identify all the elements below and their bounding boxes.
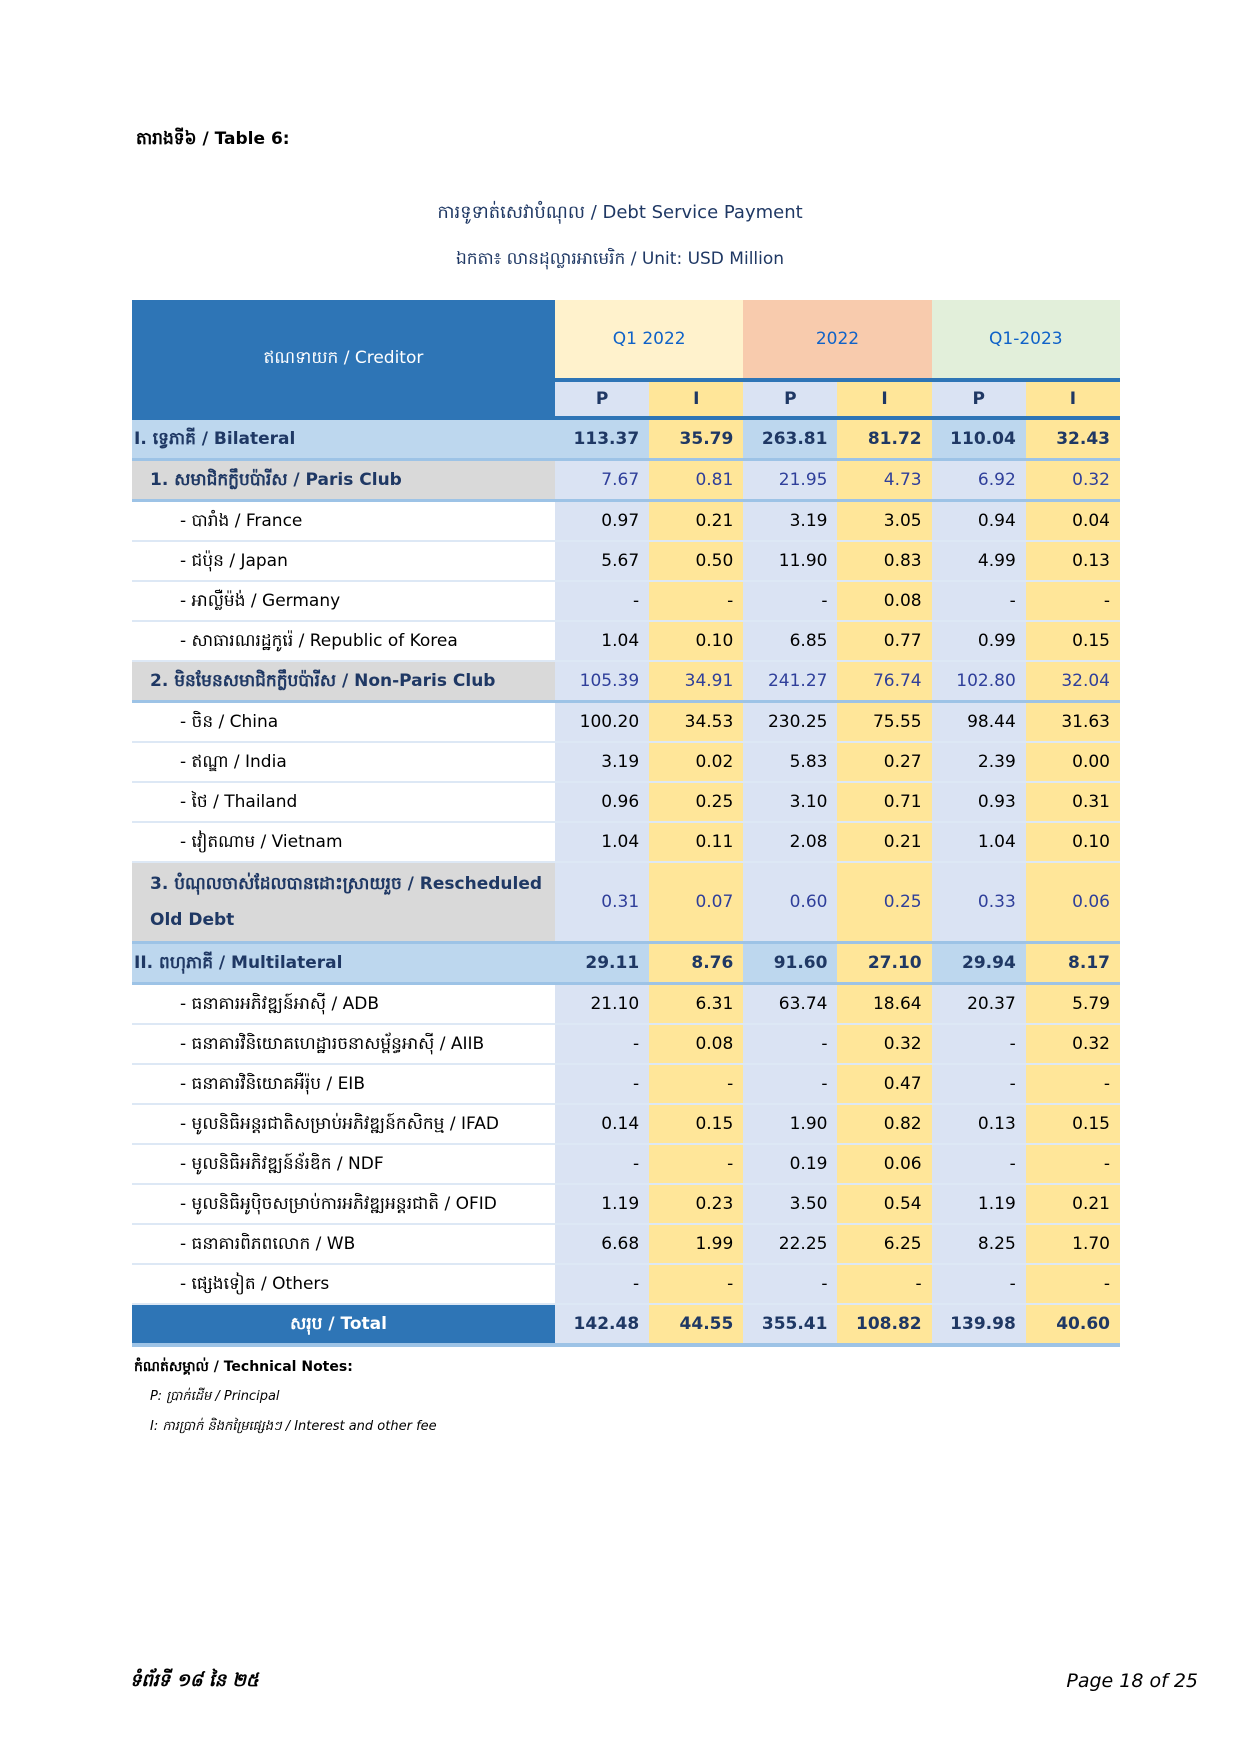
principal-cell: 0.31	[555, 862, 649, 943]
principal-cell: -	[932, 1264, 1026, 1304]
table-row	[132, 1224, 1120, 1264]
interest-cell: 34.91	[649, 661, 743, 702]
interest-cell: -	[1026, 1144, 1120, 1184]
creditor-cell: - អាល្លឺម៉ង់ / Germany	[132, 581, 555, 621]
interest-cell: 0.32	[1026, 460, 1120, 501]
table-row	[132, 418, 1120, 460]
table-row	[132, 782, 1120, 822]
creditor-cell: II. ពហុភាគី / Multilateral	[132, 943, 555, 984]
interest-cell: 81.72	[837, 418, 931, 460]
principal-cell: 102.80	[932, 661, 1026, 702]
period-header-q1-2023: Q1-2023	[932, 300, 1120, 380]
sub-header-i: I	[837, 380, 931, 418]
creditor-cell: - ចិន / China	[132, 702, 555, 743]
principal-cell: -	[555, 1024, 649, 1064]
interest-cell: 0.10	[649, 621, 743, 661]
interest-cell: 0.02	[649, 742, 743, 782]
principal-cell: 355.41	[743, 1304, 837, 1345]
creditor-cell: - ធនាគារវិនិយោគហេដ្ឋារចនាសម្ព័ន្ធអាស៊ី / AIIB	[132, 1024, 555, 1064]
interest-cell: 6.25	[837, 1224, 931, 1264]
principal-cell: 142.48	[555, 1304, 649, 1345]
principal-cell: 0.33	[932, 862, 1026, 943]
interest-cell: 0.21	[837, 822, 931, 862]
interest-cell: 1.70	[1026, 1224, 1120, 1264]
interest-cell: 0.23	[649, 1184, 743, 1224]
sub-header-p: P	[932, 380, 1026, 418]
principal-cell: 230.25	[743, 702, 837, 743]
footer-page-km: ទំព័រទី ១៨ នៃ ២៥	[130, 1670, 259, 1691]
creditor-cell: 3. បំណុលចាស់ដែលបានដោះស្រាយរួច / Rescheduled Old Debt	[132, 862, 555, 943]
principal-cell: 0.96	[555, 782, 649, 822]
table-section	[132, 300, 1120, 1437]
creditor-cell: - ធនាគារពិភពលោក / WB	[132, 1224, 555, 1264]
interest-cell: 35.79	[649, 418, 743, 460]
creditor-cell: - ជប៉ុន / Japan	[132, 541, 555, 581]
principal-cell: 29.11	[555, 943, 649, 984]
interest-cell: 1.99	[649, 1224, 743, 1264]
principal-cell: 6.68	[555, 1224, 649, 1264]
interest-cell: -	[649, 1064, 743, 1104]
sub-header-i: I	[649, 380, 743, 418]
interest-cell: 44.55	[649, 1304, 743, 1345]
interest-cell: 40.60	[1026, 1304, 1120, 1345]
creditor-header: ឥណទាយក / Creditor	[132, 300, 555, 418]
interest-cell: 32.43	[1026, 418, 1120, 460]
table-row	[132, 1264, 1120, 1304]
interest-cell: 0.31	[1026, 782, 1120, 822]
period-header-2022: 2022	[743, 300, 931, 380]
interest-cell: 31.63	[1026, 702, 1120, 743]
principal-cell: 241.27	[743, 661, 837, 702]
principal-cell: 1.04	[555, 822, 649, 862]
interest-cell: -	[649, 1144, 743, 1184]
unit-label: ឯកតា៖ លានដុល្លារអាមេរិក / Unit: USD Million	[455, 249, 785, 269]
interest-cell: 5.79	[1026, 984, 1120, 1025]
creditor-cell: - ផ្សេងទៀត / Others	[132, 1264, 555, 1304]
interest-cell: 0.77	[837, 621, 931, 661]
interest-cell: 0.15	[1026, 1104, 1120, 1144]
interest-cell: 0.04	[1026, 501, 1120, 542]
principal-cell: 2.08	[743, 822, 837, 862]
interest-cell: 0.00	[1026, 742, 1120, 782]
principal-cell: 6.92	[932, 460, 1026, 501]
interest-cell: 75.55	[837, 702, 931, 743]
interest-cell: -	[1026, 1064, 1120, 1104]
principal-cell: 3.50	[743, 1184, 837, 1224]
principal-cell: 1.04	[932, 822, 1026, 862]
table-row	[132, 1144, 1120, 1184]
interest-cell: 3.05	[837, 501, 931, 542]
sub-header-p: P	[743, 380, 837, 418]
table-row	[132, 460, 1120, 501]
principal-cell: 4.99	[932, 541, 1026, 581]
interest-cell: 0.21	[1026, 1184, 1120, 1224]
principal-cell: -	[555, 581, 649, 621]
interest-cell: -	[649, 1264, 743, 1304]
principal-cell: 110.04	[932, 418, 1026, 460]
creditor-cell: - មូលនិធិអូប៉ិចសម្រាប់ការអភិវឌ្ឍអន្តរជាតិ / OFID	[132, 1184, 555, 1224]
table-row	[132, 862, 1120, 943]
principal-cell: -	[555, 1064, 649, 1104]
principal-cell: 1.19	[932, 1184, 1026, 1224]
principal-cell: 91.60	[743, 943, 837, 984]
principal-cell: 113.37	[555, 418, 649, 460]
table-row	[132, 621, 1120, 661]
creditor-cell: - ធនាគារវិនិយោគអឺរ៉ុប / EIB	[132, 1064, 555, 1104]
table-row	[132, 702, 1120, 743]
creditor-cell: - បារាំង / France	[132, 501, 555, 542]
principal-cell: 0.19	[743, 1144, 837, 1184]
table-row	[132, 1104, 1120, 1144]
principal-cell: 8.25	[932, 1224, 1026, 1264]
principal-cell: 0.93	[932, 782, 1026, 822]
table-row	[132, 984, 1120, 1025]
creditor-cell: - ធនាគារអភិវឌ្ឍន៍អាស៊ី / ADB	[132, 984, 555, 1025]
principal-cell: 2.39	[932, 742, 1026, 782]
table-row	[132, 541, 1120, 581]
table-label: តារាងទី៦ / Table 6:	[136, 129, 290, 149]
interest-cell: 0.15	[1026, 621, 1120, 661]
table-row	[132, 1024, 1120, 1064]
creditor-cell: - ឥណ្ឌា / India	[132, 742, 555, 782]
creditor-cell: 2. មិនមែនសមាជិកក្លឹបប៉ារីស / Non-Paris Club	[132, 661, 555, 702]
principal-cell: 3.10	[743, 782, 837, 822]
principal-cell: 11.90	[743, 541, 837, 581]
interest-cell: 8.76	[649, 943, 743, 984]
interest-cell: 0.21	[649, 501, 743, 542]
interest-cell: 0.08	[837, 581, 931, 621]
creditor-cell: - មូលនិធិអភិវឌ្ឍន៍ន័រឌិក / NDF	[132, 1144, 555, 1184]
interest-cell: -	[1026, 1264, 1120, 1304]
interest-cell: 6.31	[649, 984, 743, 1025]
creditor-cell: - សាធារណរដ្ឋកូរ៉េ / Republic of Korea	[132, 621, 555, 661]
table-row	[132, 661, 1120, 702]
interest-cell: 0.50	[649, 541, 743, 581]
note-principal: P: ប្រាក់ដើម / Principal	[150, 1389, 280, 1404]
interest-cell: 0.82	[837, 1104, 931, 1144]
principal-cell: 20.37	[932, 984, 1026, 1025]
principal-cell: 22.25	[743, 1224, 837, 1264]
principal-cell: 63.74	[743, 984, 837, 1025]
interest-cell: 0.54	[837, 1184, 931, 1224]
interest-cell: 8.17	[1026, 943, 1120, 984]
interest-cell: 0.13	[1026, 541, 1120, 581]
interest-cell: 0.32	[837, 1024, 931, 1064]
principal-cell: 0.97	[555, 501, 649, 542]
interest-cell: -	[837, 1264, 931, 1304]
principal-cell: 98.44	[932, 702, 1026, 743]
interest-cell: 0.32	[1026, 1024, 1120, 1064]
table-row	[132, 822, 1120, 862]
interest-cell: 32.04	[1026, 661, 1120, 702]
principal-cell: 105.39	[555, 661, 649, 702]
technical-notes-title: កំណត់សម្គាល់ / Technical Notes:	[134, 1359, 353, 1375]
interest-cell: 0.83	[837, 541, 931, 581]
principal-cell: -	[932, 1064, 1026, 1104]
interest-cell: 0.25	[649, 782, 743, 822]
principal-cell: 5.67	[555, 541, 649, 581]
principal-cell: 7.67	[555, 460, 649, 501]
principal-cell: 21.95	[743, 460, 837, 501]
interest-cell: 0.10	[1026, 822, 1120, 862]
interest-cell: -	[1026, 581, 1120, 621]
principal-cell: 3.19	[555, 742, 649, 782]
principal-cell: -	[743, 581, 837, 621]
total-row	[132, 1304, 1120, 1345]
principal-cell: 0.99	[932, 621, 1026, 661]
sub-header-i: I	[1026, 380, 1120, 418]
principal-cell: 263.81	[743, 418, 837, 460]
principal-cell: 3.19	[743, 501, 837, 542]
table-row	[132, 501, 1120, 542]
principal-cell: 5.83	[743, 742, 837, 782]
interest-cell: 0.47	[837, 1064, 931, 1104]
interest-cell: 0.25	[837, 862, 931, 943]
table-row	[132, 1064, 1120, 1104]
principal-cell: 1.90	[743, 1104, 837, 1144]
interest-cell: 0.81	[649, 460, 743, 501]
principal-cell: 1.19	[555, 1184, 649, 1224]
creditor-cell: I. ទ្វេភាគី / Bilateral	[132, 418, 555, 460]
debt-service-table	[132, 300, 1120, 1347]
table-title: ការទូទាត់សេវាបំណុល / Debt Service Payment	[437, 202, 803, 223]
table-row	[132, 943, 1120, 984]
interest-cell: 27.10	[837, 943, 931, 984]
creditor-cell: សរុប / Total	[132, 1304, 555, 1345]
principal-cell: -	[555, 1144, 649, 1184]
principal-cell: -	[555, 1264, 649, 1304]
interest-cell: 108.82	[837, 1304, 931, 1345]
principal-cell: 0.13	[932, 1104, 1026, 1144]
interest-cell: 0.71	[837, 782, 931, 822]
principal-cell: -	[932, 1024, 1026, 1064]
interest-cell: 0.06	[1026, 862, 1120, 943]
principal-cell: 100.20	[555, 702, 649, 743]
note-interest: I: ការប្រាក់ និងកម្រៃផ្សេងៗ / Interest and other fee	[150, 1419, 437, 1434]
principal-cell: 139.98	[932, 1304, 1026, 1345]
principal-cell: 21.10	[555, 984, 649, 1025]
footer-page-number: Page 18 of 25	[1066, 1670, 1198, 1692]
principal-cell: -	[743, 1024, 837, 1064]
creditor-cell: - ថៃ / Thailand	[132, 782, 555, 822]
table-row	[132, 1184, 1120, 1224]
interest-cell: 76.74	[837, 661, 931, 702]
interest-cell: 0.08	[649, 1024, 743, 1064]
creditor-cell: - មូលនិធិអន្តរជាតិសម្រាប់អភិវឌ្ឍន៍កសិកម្ម / IFAD	[132, 1104, 555, 1144]
principal-cell: 29.94	[932, 943, 1026, 984]
interest-cell: 4.73	[837, 460, 931, 501]
table-row	[132, 581, 1120, 621]
interest-cell: 0.06	[837, 1144, 931, 1184]
interest-cell: -	[649, 581, 743, 621]
principal-cell: 1.04	[555, 621, 649, 661]
principal-cell: 6.85	[743, 621, 837, 661]
interest-cell: 34.53	[649, 702, 743, 743]
principal-cell: -	[743, 1064, 837, 1104]
interest-cell: 0.07	[649, 862, 743, 943]
principal-cell: -	[743, 1264, 837, 1304]
interest-cell: 0.15	[649, 1104, 743, 1144]
sub-header-p: P	[555, 380, 649, 418]
principal-cell: 0.14	[555, 1104, 649, 1144]
interest-cell: 18.64	[837, 984, 931, 1025]
principal-cell: -	[932, 1144, 1026, 1184]
principal-cell: -	[932, 581, 1026, 621]
creditor-cell: - វៀតណាម / Vietnam	[132, 822, 555, 862]
interest-cell: 0.27	[837, 742, 931, 782]
creditor-cell: 1. សមាជិកក្លឹបប៉ារីស / Paris Club	[132, 460, 555, 501]
principal-cell: 0.94	[932, 501, 1026, 542]
interest-cell: 0.11	[649, 822, 743, 862]
principal-cell: 0.60	[743, 862, 837, 943]
table-row	[132, 742, 1120, 782]
period-header-q1-2022: Q1 2022	[555, 300, 743, 380]
